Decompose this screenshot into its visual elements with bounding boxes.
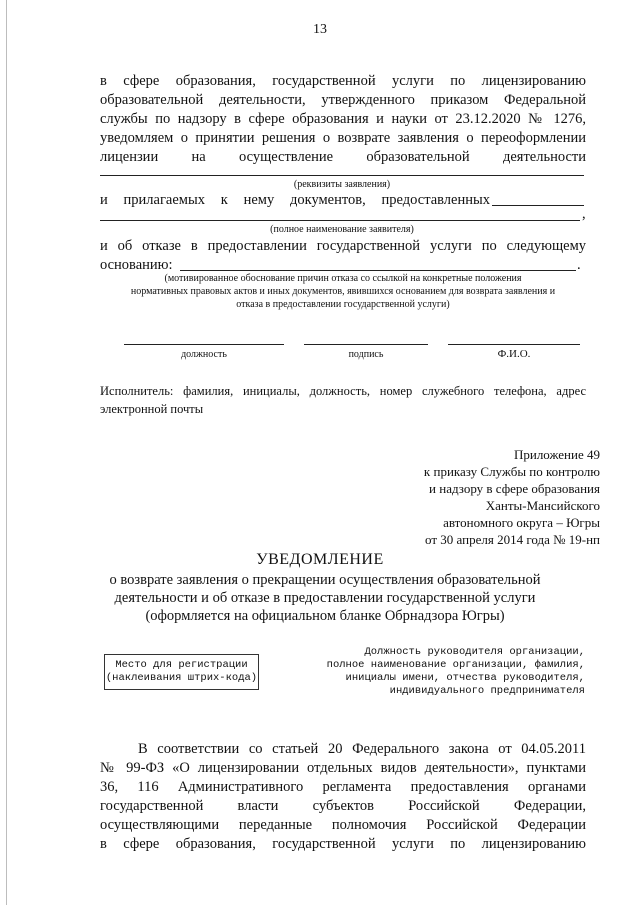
addressee-line: инициалы имени, отчества руководителя, <box>345 672 585 684</box>
reason-blank-line <box>180 270 576 271</box>
notice-subtitle <box>60 571 590 625</box>
applicant-blank-line <box>100 220 580 221</box>
requisites-blank-line <box>100 175 584 176</box>
body-line: в сфере образования, государственной услуги по лицензированию <box>100 836 586 852</box>
body-line: В соответствии со статьей 20 Федерального закона от 04.05.2011 <box>138 741 586 757</box>
name-label: Ф.И.О. <box>497 348 531 360</box>
intro-line: в сфере образования, государственной услуги по лицензированию <box>100 73 586 89</box>
notice-subtitle-line: деятельности и об отказе в предоставлении государственной услуги <box>114 590 536 606</box>
addressee-line: индивидуального предпринимателя <box>389 685 585 697</box>
addressee-block <box>300 646 585 698</box>
reason-caption <box>100 272 586 311</box>
executor-line: Исполнитель: фамилия, инициалы, должность, номер служебного телефона, адрес <box>100 384 586 398</box>
body-line: № 99-ФЗ «О лицензировании отдельных видов деятельности», пунктами <box>100 760 586 776</box>
intro-paragraph <box>100 72 586 167</box>
reason-caption-line: нормативных правовых актов и иных документов, явившихся основанием для возврата заявления и <box>130 286 556 297</box>
appendix-block <box>300 446 600 548</box>
scan-edge-line <box>6 0 7 905</box>
position-blank-line <box>124 344 284 345</box>
registration-box-line: (наклеивания штрих-кода) <box>105 672 258 684</box>
signature-label: подпись <box>348 349 384 360</box>
intro-line: уведомляем о принятии решения о возврате заявления о переоформлении <box>100 130 586 146</box>
appendix-line: и надзору в сфере образования <box>429 481 600 496</box>
intro-line: лицензии на осуществление образовательной деятельности <box>100 149 586 165</box>
attached-docs-blank-line <box>492 205 584 206</box>
page-number: 13 <box>313 22 327 37</box>
appendix-line: Приложение 49 <box>513 447 600 462</box>
appendix-line: Ханты-Мансийского <box>485 498 600 513</box>
registration-box <box>104 654 259 690</box>
intro-line: образовательной деятельности, утвержденного приказом Федеральной <box>100 92 586 108</box>
addressee-line: Должность руководителя организации, <box>364 646 585 658</box>
intro-line: службы по надзору в сфере образования и науки от 23.12.2020 № 1276, <box>100 111 586 127</box>
appendix-line: от 30 апреля 2014 года № 19-нп <box>425 532 600 547</box>
notice-title: УВЕДОМЛЕНИЕ <box>256 551 384 568</box>
addressee-line: полное наименование организации, фамилия, <box>326 659 585 671</box>
requisites-caption: (реквизиты заявления) <box>293 179 391 190</box>
reason-caption-line: (мотивированное обоснование причин отказа со ссылкой на конкретные положения <box>164 273 522 284</box>
signature-blank-line <box>304 344 428 345</box>
body-line: осуществляющими переданные полномочия Российской Федерации <box>100 817 586 833</box>
name-blank-line <box>448 344 580 345</box>
notice-subtitle-line: о возврате заявления о прекращении осуществления образовательной <box>109 572 541 588</box>
body-paragraph <box>100 740 586 854</box>
executor-line: электронной почты <box>100 402 204 416</box>
notice-subtitle-line: (оформляется на официальном бланке Обрнадзора Югры) <box>145 608 505 624</box>
appendix-line: к приказу Службы по контролю <box>423 464 600 479</box>
body-line: 36, 116 Административного регламента предоставления органами <box>100 779 586 795</box>
reason-label: основанию: <box>100 257 173 273</box>
applicant-caption: (полное наименование заявителя) <box>270 224 414 235</box>
attached-docs-text: и прилагаемых к нему документов, предоставленных <box>100 192 490 208</box>
period-mark: . <box>577 257 581 273</box>
body-line: государственной власти субъектов Российской Федерации, <box>100 798 586 814</box>
appendix-line: автономного округа – Югры <box>443 515 600 530</box>
refusal-line: и об отказе в предоставлении государственной услуги по следующему <box>100 238 586 254</box>
reason-caption-line: отказа в предоставлении государственной услуги) <box>236 299 450 310</box>
position-label: должность <box>181 349 227 360</box>
executor-block <box>100 382 586 418</box>
comma-mark: , <box>582 206 586 222</box>
registration-box-line: Место для регистрации <box>115 659 248 671</box>
